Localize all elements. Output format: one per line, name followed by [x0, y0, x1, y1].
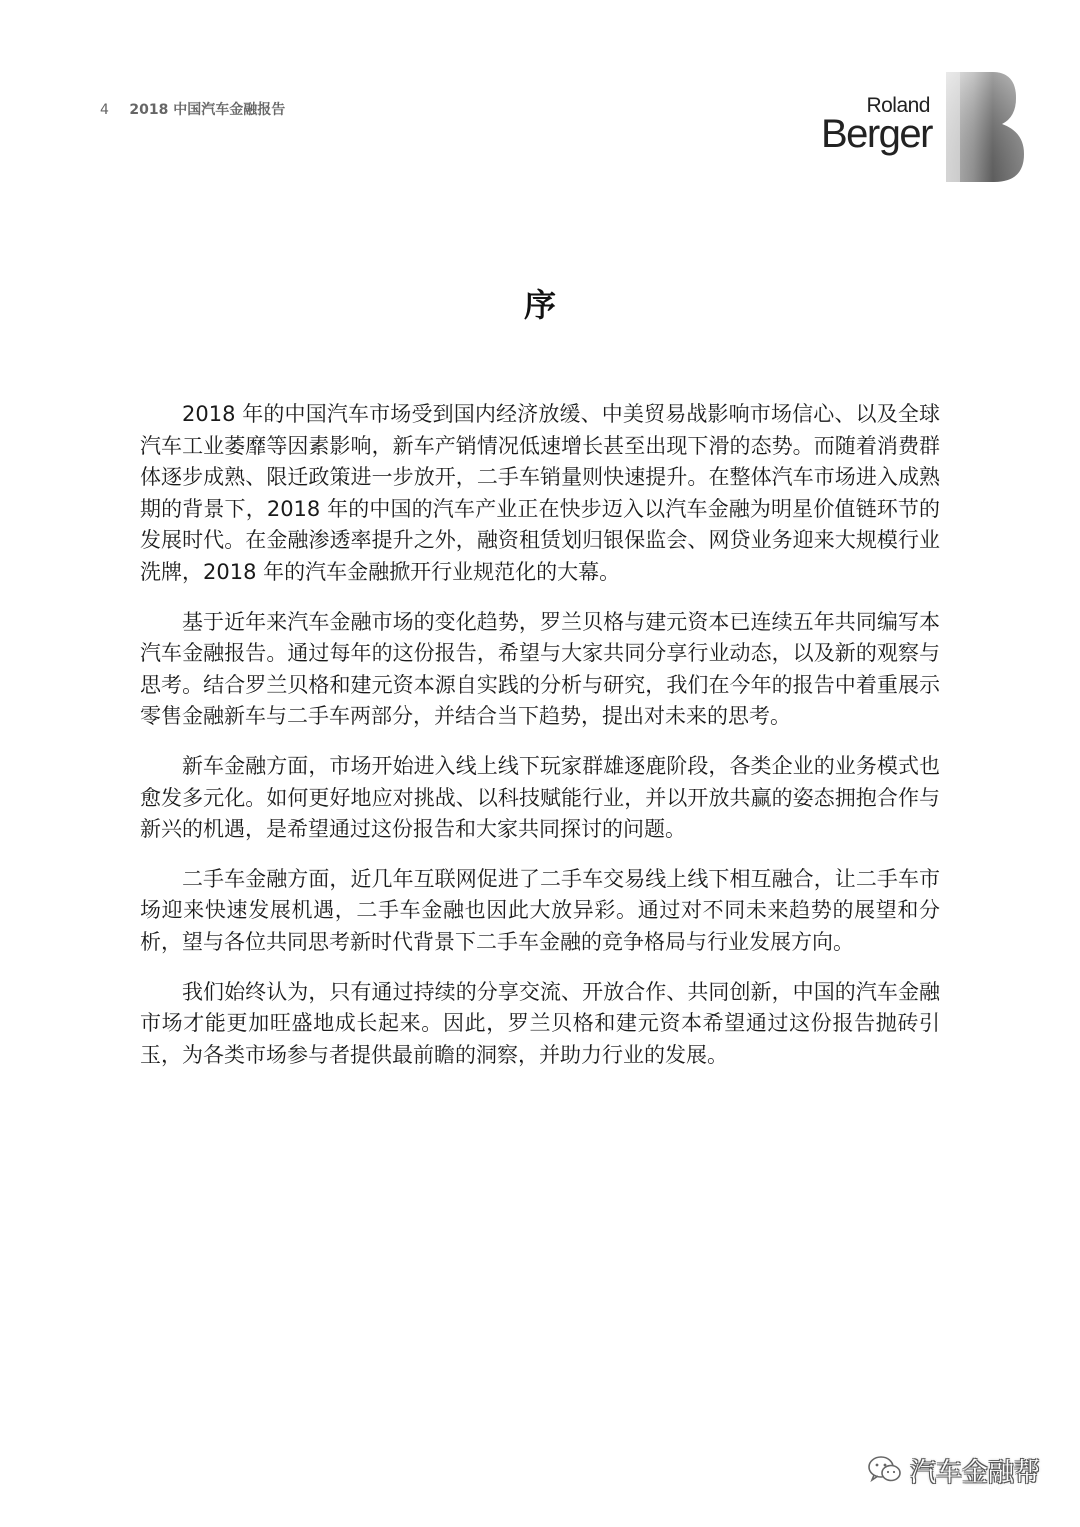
report-title: 2018 中国汽车金融报告 — [129, 102, 286, 118]
roland-berger-logo — [800, 72, 1024, 184]
wechat-icon — [868, 1455, 902, 1485]
watermark-text: 汽车金融帮 — [909, 1457, 1040, 1488]
paragraph: 2018 年的中国汽车市场受到国内经济放缓、中美贸易战影响市场信心、以及全球汽车工业萎靡等因素影响，新车产销情况低速增长甚至出现下滑的态势。而随着消费群体逐步成熟、限迁政策进一步放开，二手车销量则快速提升。在整体汽车市场进入成熟期的背景下，2018 年的中国的汽车产业正在快步迈入以汽车金融为明星价值链环节的发展时代。在金融渗透率提升之外，融资租赁划归银保监会、网贷业务迎来大规模行业洗牌，2018 年的汽车金融掀开行业规范化的大幕。 — [140, 402, 940, 584]
paragraph: 二手车金融方面，近几年互联网促进了二手车交易线上线下相互融合，让二手车市场迎来快速发展机遇，二手车金融也因此大放异彩。通过对不同未来趋势的展望和分析，望与各位共同思考新时代背景下二手车金融的竞争格局与行业发展方向。 — [140, 866, 940, 954]
paragraph: 基于近年来汽车金融市场的变化趋势，罗兰贝格与建元资本已连续五年共同编写本汽车金融报告。通过每年的这份报告，希望与大家共同分享行业动态，以及新的观察与思考。结合罗兰贝格和建元资本源自实践的分析与研究，我们在今年的报告中着重展示零售金融新车与二手车两部分，并结合当下趋势，提出对未来的思考。 — [140, 609, 940, 729]
page-number: 4 — [100, 102, 109, 118]
logo-text-berger: Berger — [820, 112, 932, 156]
logo-text-roland: Roland — [866, 94, 930, 117]
paragraph: 新车金融方面，市场开始进入线上线下玩家群雄逐鹿阶段，各类企业的业务模式也愈发多元化。如何更好地应对挑战、以科技赋能行业，并以开放共赢的姿态拥抱合作与新兴的机遇，是希望通过这份报告和大家共同探讨的问题。 — [140, 753, 940, 842]
section-title: 序 — [523, 286, 556, 324]
page-header — [100, 99, 285, 119]
logo-b-mark-icon — [946, 72, 1024, 182]
preface-body — [140, 399, 940, 1089]
paragraph: 我们始终认为，只有通过持续的分享交流、开放合作、共同创新，中国的汽车金融市场才能更加旺盛地成长起来。因此，罗兰贝格和建元资本希望通过这份报告抛砖引玉，为各类市场参与者提供最前瞻的洞察，并助力行业的发展。 — [140, 979, 940, 1067]
wechat-watermark — [868, 1450, 1040, 1490]
